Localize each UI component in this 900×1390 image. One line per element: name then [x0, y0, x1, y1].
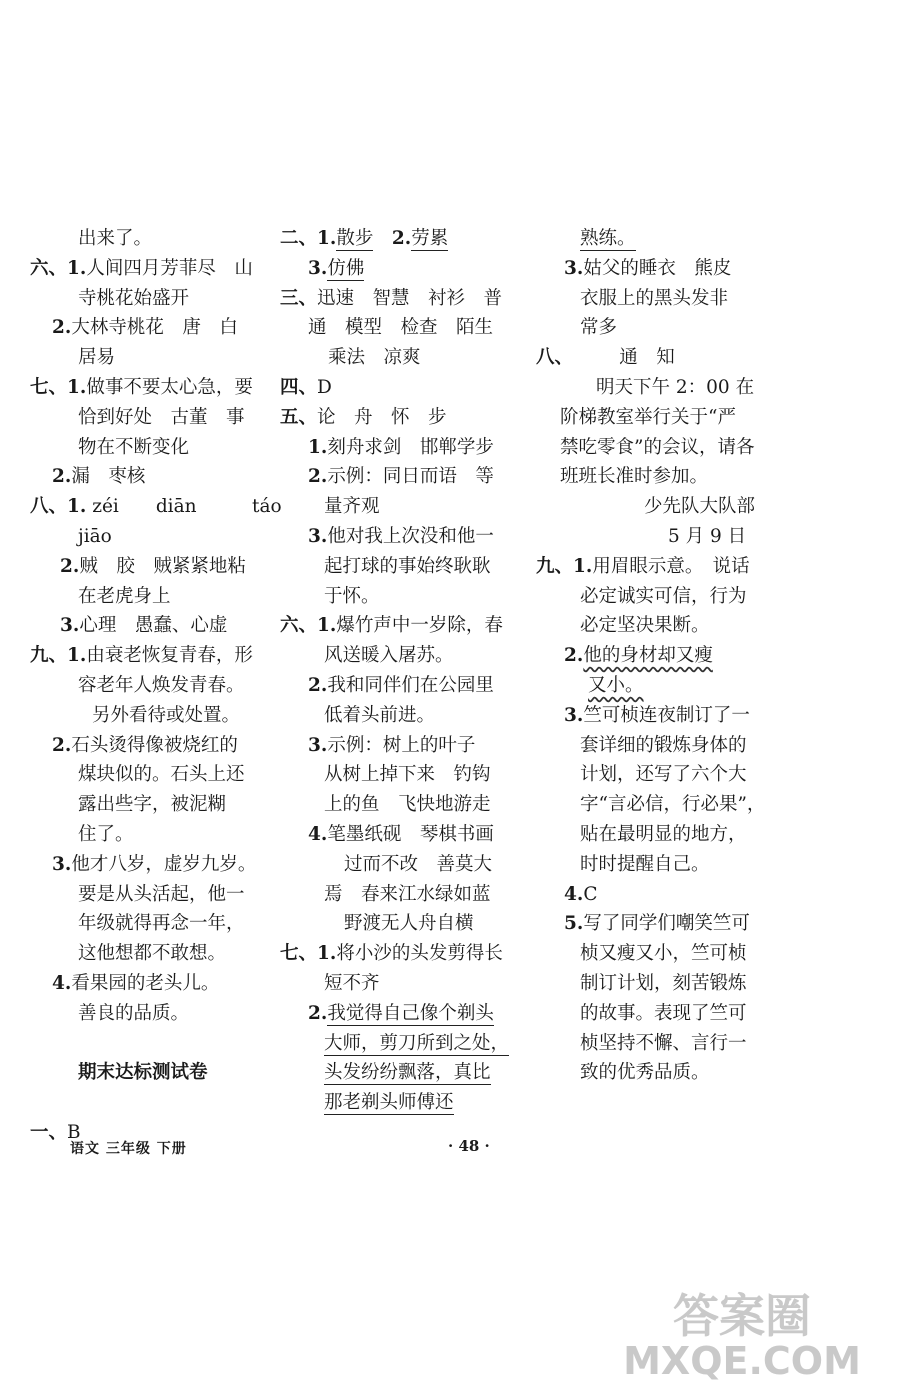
answer-line [536, 343, 766, 373]
watermark-logo [592, 1282, 892, 1382]
answer-line [30, 284, 255, 314]
answer-text: 看果园的老头儿。 [71, 972, 220, 994]
answer-text: 住了。 [78, 823, 134, 845]
answer-line [280, 1029, 510, 1059]
item-number: 2. [52, 317, 72, 339]
question-label: 七、 [30, 376, 68, 398]
answer-text: 计划，还写了六个大 [580, 764, 747, 786]
answer-text: 头发纷纷飘落，真比 [324, 1062, 491, 1084]
answer-line [536, 701, 766, 731]
item-number: 2. [60, 555, 80, 577]
answer-line [30, 1058, 255, 1088]
item-number: 3. [308, 734, 328, 756]
answer-text: 短不齐 [324, 972, 380, 994]
answer-text: 容老年人焕发青春。 [78, 674, 245, 696]
answer-line [280, 641, 510, 671]
answer-line [30, 790, 255, 820]
answer-text: B [67, 1121, 81, 1143]
answer-line [536, 552, 766, 582]
answer-line [280, 1058, 510, 1088]
answer-text: C [583, 883, 598, 905]
answer-line [280, 343, 510, 373]
question-label: 三、 [280, 287, 318, 309]
answer-text: 低着头前进。 [324, 704, 436, 726]
answer-text: 那老剃头师傅还 [324, 1092, 454, 1114]
answer-text: 露出些字，被泥糊 [78, 794, 227, 816]
item-number: 1. [317, 943, 337, 965]
answer-line [280, 611, 510, 641]
answer-text: 过而不改 善莫大 [344, 853, 493, 875]
answer-line [30, 403, 255, 433]
spacer [373, 228, 392, 249]
answer-text: 爆竹声中一岁除，春 [336, 615, 503, 637]
question-label: 四、 [280, 376, 318, 398]
answer-text: 迅速 智慧 衬衫 普 [317, 287, 503, 309]
answer-line [280, 433, 510, 463]
answer-text: 必定诚实可信，行为 [580, 585, 747, 607]
answer-line [536, 224, 766, 254]
answer-text: 桢又瘦又小，竺可桢 [580, 943, 747, 965]
answer-text: 时时提醒自己。 [580, 853, 710, 875]
item-number: 2. [52, 466, 72, 488]
answer-text: 做事不要太心急，要 [86, 376, 253, 398]
answer-text: 的故事。表现了竺可 [580, 1002, 747, 1024]
answer-line [30, 1029, 255, 1059]
answer-text: jiāo [78, 525, 112, 547]
answer-text: 字“言必信，行必果”， [580, 794, 766, 816]
answer-line [30, 522, 255, 552]
answer-line [30, 462, 255, 492]
answer-text: 漏 枣核 [71, 466, 146, 488]
answer-text: 我觉得自己像个剃头 [327, 1002, 494, 1024]
answer-line [280, 254, 510, 284]
watermark-url: MXQE.COM [623, 1339, 861, 1382]
answer-text: 寺桃花始盛开 [78, 287, 190, 309]
answer-text: 风送暖入屠苏。 [324, 645, 454, 667]
question-label: 八、 [30, 496, 68, 518]
answer-line [280, 939, 510, 969]
answer-text: 禁吃零食”的会议，请各 [560, 436, 755, 458]
answer-line [536, 909, 766, 939]
watermark-big-text: 答案圈 [673, 1289, 811, 1343]
answer-text: D [317, 376, 332, 398]
answer-line [280, 701, 510, 731]
answer-line [536, 522, 766, 552]
answer-line [280, 403, 510, 433]
answer-text: 人间四月芳菲尽 山 [86, 257, 253, 279]
item-number: 3. [564, 257, 584, 279]
answer-line [536, 850, 766, 880]
answer-text: 在老虎身上 [78, 585, 171, 607]
answer-text: zéi diān táo [86, 496, 282, 518]
answer-line [536, 284, 766, 314]
answer-line [536, 582, 766, 612]
answer-text: 乘法 凉爽 [328, 347, 421, 369]
item-number: 3. [564, 704, 584, 726]
question-label: 七、 [280, 943, 318, 965]
answer-line [536, 403, 766, 433]
answer-text: 又小。 [588, 674, 644, 696]
answer-line [536, 790, 766, 820]
answer-line [536, 969, 766, 999]
answer-line [536, 254, 766, 284]
answer-text: 焉 春来江水绿如蓝 [324, 883, 491, 905]
answer-line [30, 492, 282, 522]
answer-line [280, 522, 510, 552]
answer-line [30, 760, 255, 790]
answer-line [280, 284, 510, 314]
answer-text: 5 月 9 日 [668, 525, 747, 547]
answer-line [280, 373, 510, 403]
answer-text: 心理 愚蠢、心虚 [79, 615, 228, 637]
answer-line [30, 343, 255, 373]
answer-text: 示例：树上的叶子 [327, 734, 476, 756]
answer-text: 论 舟 怀 步 [317, 406, 447, 428]
item-number: 1. [573, 555, 593, 577]
answer-text: 大林寺桃花 唐 白 [71, 317, 238, 339]
answer-text: 物在不断变化 [78, 436, 190, 458]
answer-line [280, 909, 510, 939]
item-number: 2. [564, 645, 584, 667]
item-number: 2. [391, 228, 412, 249]
answer-line [536, 373, 766, 403]
answer-text: 大师，剪刀所到之处， [324, 1032, 510, 1054]
answer-text: 用眉眼示意。 说话 [592, 555, 750, 577]
answer-text: 煤块似的。石头上还 [78, 764, 245, 786]
answer-text: 将小沙的头发剪得长 [336, 943, 503, 965]
answer-line [30, 373, 255, 403]
answer-line [280, 999, 510, 1029]
answer-text: 这他想都不敢想。 [78, 943, 227, 965]
answer-line [30, 433, 255, 463]
answer-line [30, 254, 255, 284]
answer-text: 他才八岁，虚岁九岁。 [71, 853, 257, 875]
item-number: 3. [52, 853, 72, 875]
answer-line [280, 790, 510, 820]
answer-line [280, 462, 510, 492]
answer-line [30, 224, 255, 254]
answer-line [536, 939, 766, 969]
question-label: 六、 [30, 257, 68, 279]
answer-line [30, 641, 255, 671]
answer-line [30, 999, 255, 1029]
answer-line [536, 1029, 766, 1059]
question-label: 五、 [280, 406, 318, 428]
answer-line [30, 1088, 255, 1118]
answer-text: 野渡无人舟自横 [344, 913, 474, 935]
answer-line [280, 224, 510, 254]
answer-line [280, 492, 510, 522]
answer-text: 要是从头活起，他一 [78, 883, 245, 905]
answer-text: 量齐观 [324, 496, 380, 518]
answer-text: 少先队大队部 [644, 496, 756, 518]
answer-text: 班班长准时参加。 [560, 466, 709, 488]
item-number: 1. [67, 496, 87, 518]
answer-line [280, 850, 510, 880]
item-number: 1. [308, 436, 328, 458]
item-number: 5. [564, 913, 584, 935]
answer-line [30, 820, 255, 850]
item-number: 2. [52, 734, 72, 756]
answer-line [536, 999, 766, 1029]
answer-line [30, 850, 255, 880]
answer-line [280, 820, 510, 850]
answer-text: 另外看待或处置。 [92, 704, 241, 726]
item-number: 1. [67, 376, 87, 398]
answer-line [536, 611, 766, 641]
answer-text: 通 知 [563, 347, 675, 369]
answer-line [30, 611, 255, 641]
answer-text: 明天下午 2：00 在 [596, 376, 755, 398]
item-number: 4. [52, 972, 72, 994]
answer-line [536, 1058, 766, 1088]
answer-line [30, 552, 255, 582]
answer-line [30, 582, 255, 612]
answer-text: 由衰老恢复青春，形 [86, 645, 253, 667]
answer-line [280, 552, 510, 582]
item-number: 1. [317, 228, 337, 249]
answer-text: 阶梯教室举行关于“严 [560, 406, 736, 428]
answer-text: 桢坚持不懈、言行一 [580, 1032, 747, 1054]
answer-line [536, 880, 766, 910]
answer-text: 贼 胶 贼紧紧地粘 [79, 555, 246, 577]
answer-text: 熟练。 [580, 228, 636, 249]
answer-line [280, 313, 510, 343]
question-label: 二、 [280, 228, 318, 249]
item-number: 4. [308, 823, 328, 845]
answer-text: 笔墨纸砚 琴棋书画 [327, 823, 494, 845]
answer-text: 上的鱼 飞快地游走 [324, 794, 491, 816]
answer-line [536, 671, 766, 701]
answer-line [536, 760, 766, 790]
item-number: 2. [308, 466, 328, 488]
answer-text: 贴在最明显的地方， [580, 823, 747, 845]
answer-line [30, 909, 255, 939]
answer-line [30, 671, 255, 701]
answer-line [536, 731, 766, 761]
answer-text: 从树上掉下来 钓钩 [324, 764, 491, 786]
answer-line [536, 641, 766, 671]
item-number: 3. [308, 257, 328, 279]
answer-line [536, 462, 766, 492]
answer-line [280, 760, 510, 790]
answer-line [30, 939, 255, 969]
answer-text: 居易 [78, 347, 116, 369]
answer-line [30, 701, 255, 731]
question-label: 一、 [30, 1121, 68, 1143]
answer-column-3 [536, 224, 766, 1088]
question-label: 九、 [30, 645, 68, 667]
question-label: 八、 [536, 347, 564, 369]
answer-text: 套详细的锻炼身体的 [580, 734, 747, 756]
answer-line [280, 582, 510, 612]
answer-line [280, 671, 510, 701]
answer-line [280, 1088, 510, 1118]
answer-text: 起打球的事始终耿耿 [324, 555, 491, 577]
answer-text: 仿佛 [327, 257, 365, 279]
item-number: 3. [60, 615, 80, 637]
answer-text: 他的身材却又瘦 [583, 645, 713, 667]
answer-text: 竺可桢连夜制订了一 [583, 704, 750, 726]
answer-text: 刻舟求剑 邯郸学步 [327, 436, 494, 458]
answer-text: 年级就得再念一年， [78, 913, 245, 935]
answer-text: 出来了。 [78, 228, 153, 249]
answer-text: 我和同伴们在公园里 [327, 674, 494, 696]
answer-text: 善良的品质。 [78, 1002, 190, 1024]
answer-line [536, 433, 766, 463]
answer-line [30, 731, 255, 761]
answer-line [280, 969, 510, 999]
answer-text: 劳累 [411, 228, 449, 249]
answer-text: 致的优秀品质。 [580, 1062, 710, 1084]
answer-line [280, 731, 510, 761]
book-label: 语文 三年级 下册 [70, 1141, 187, 1157]
answer-text: 制订计划，刻苦锻炼 [580, 972, 747, 994]
answer-line [536, 820, 766, 850]
answer-line [280, 880, 510, 910]
item-number: 1. [67, 257, 87, 279]
answer-line [30, 969, 255, 999]
item-number: 1. [317, 615, 337, 637]
answer-text: 他对我上次没和他一 [327, 525, 494, 547]
item-number: 2. [308, 674, 328, 696]
page-number: · 48 · [448, 1137, 490, 1155]
answer-text: 示例：同日而语 等 [327, 466, 494, 488]
answer-text: 常多 [580, 317, 618, 339]
answer-line [536, 313, 766, 343]
item-number: 2. [308, 1002, 328, 1024]
answer-column-1 [30, 224, 282, 1148]
answer-text: 于怀。 [324, 585, 380, 607]
answer-text: 石头烫得像被烧红的 [71, 734, 238, 756]
item-number: 1. [67, 645, 87, 667]
question-label: 九、 [536, 555, 574, 577]
answer-line [536, 492, 766, 522]
answer-line [30, 313, 255, 343]
answer-text: 衣服上的黑头发非 [580, 287, 729, 309]
question-label: 六、 [280, 615, 318, 637]
answer-text: 写了同学们嘲笑竺可 [583, 913, 750, 935]
answer-column-2 [280, 224, 510, 1118]
answer-text: 必定坚决果断。 [580, 615, 710, 637]
answer-text: 散步 [336, 228, 374, 249]
answer-text: 姑父的睡衣 熊皮 [583, 257, 732, 279]
answer-line [30, 880, 255, 910]
item-number: 4. [564, 883, 584, 905]
section-heading: 期末达标测试卷 [78, 1062, 208, 1084]
answer-text: 恰到好处 古董 事 [78, 406, 245, 428]
item-number: 3. [308, 525, 328, 547]
answer-text: 通 模型 检查 陌生 [308, 317, 494, 339]
